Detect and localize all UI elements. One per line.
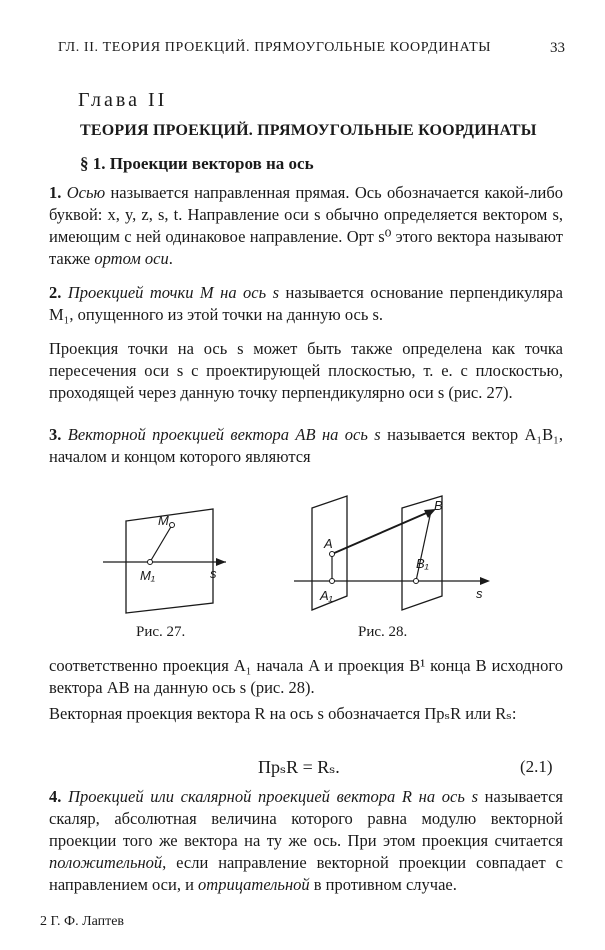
chapter-title: ТЕОРИЯ ПРОЕКЦИЙ. ПРЯМОУГОЛЬНЫЕ КООРДИНАТЫ xyxy=(80,122,537,139)
fig28-label-a1: A₁ xyxy=(320,588,333,603)
chapter-label: Глава II xyxy=(78,89,168,111)
fig27-label-m: M xyxy=(158,513,169,528)
figure-27-caption: Рис. 27. xyxy=(136,624,186,640)
figure-27 xyxy=(98,505,238,615)
section-title: § 1. Проекции векторов на ось xyxy=(80,154,314,173)
fig27-label-m1: M₁ xyxy=(140,568,155,583)
fig27-label-s: s xyxy=(210,566,217,581)
fig28-label-a: A xyxy=(324,536,333,551)
footer-signature: 2 Г. Ф. Лаптев xyxy=(40,914,125,929)
fig28-label-s: s xyxy=(476,586,483,601)
paragraph-4: 3. Векторной проекцией вектора AB на ось s называется вектор A₁B₁, началом и концом которого являются xyxy=(49,425,563,466)
paragraph-6: Векторная проекция вектора R на ось s обозначается ПрₛR или Rₛ: xyxy=(49,704,517,723)
paragraph-3: Проекция точки на ось s может быть также определена как точка пересечения оси s с проектирующей плоскостью, т. е. с плоскостью, проходящей через данную точку перпендикулярно оси s (рис. 27). xyxy=(49,339,563,402)
equation: ПрₛR = Rₛ. xyxy=(258,757,340,777)
paragraph-1: 1. Осью называется направленная прямая. Ось обозначается какой-либо буквой: x, y, z, s, t. Направление оси s обычно определяется вектором s, имеющим с ней одинаковое направление. Орт s⁰ этого вектора называют также ортом оси. xyxy=(49,183,564,268)
figure-28-caption: Рис. 28. xyxy=(358,624,408,640)
paragraph-7: 4. Проекцией или скалярной проекцией вектора R на ось s называется скаляр, абсолютная величина которого равна модулю векторной проекции того же вектора на ту же ось. При этом проекция считается положительной, если направление векторной проекции совпадает с направлением оси, и отрицательной в противном случае. xyxy=(49,787,563,894)
figure-28 xyxy=(290,478,505,618)
equation-number: (2.1) xyxy=(520,757,553,776)
fig28-label-b1: B₁ xyxy=(416,556,429,571)
paragraph-5: соответственно проекция A₁ начала A и проекция B¹ конца B исходного вектора AB на данную ось s (рис. 28). xyxy=(49,656,563,697)
fig28-label-b: B xyxy=(434,498,443,513)
running-header: ГЛ. II. ТЕОРИЯ ПРОЕКЦИЙ. ПРЯМОУГОЛЬНЫЕ КООРДИНАТЫ xyxy=(58,40,492,55)
paragraph-2: 2. Проекцией точки M на ось s называется основание перпендикуляра M₁, опущенного из этой точки на данную ось s. xyxy=(49,283,563,324)
page-number: 33 xyxy=(550,40,565,56)
